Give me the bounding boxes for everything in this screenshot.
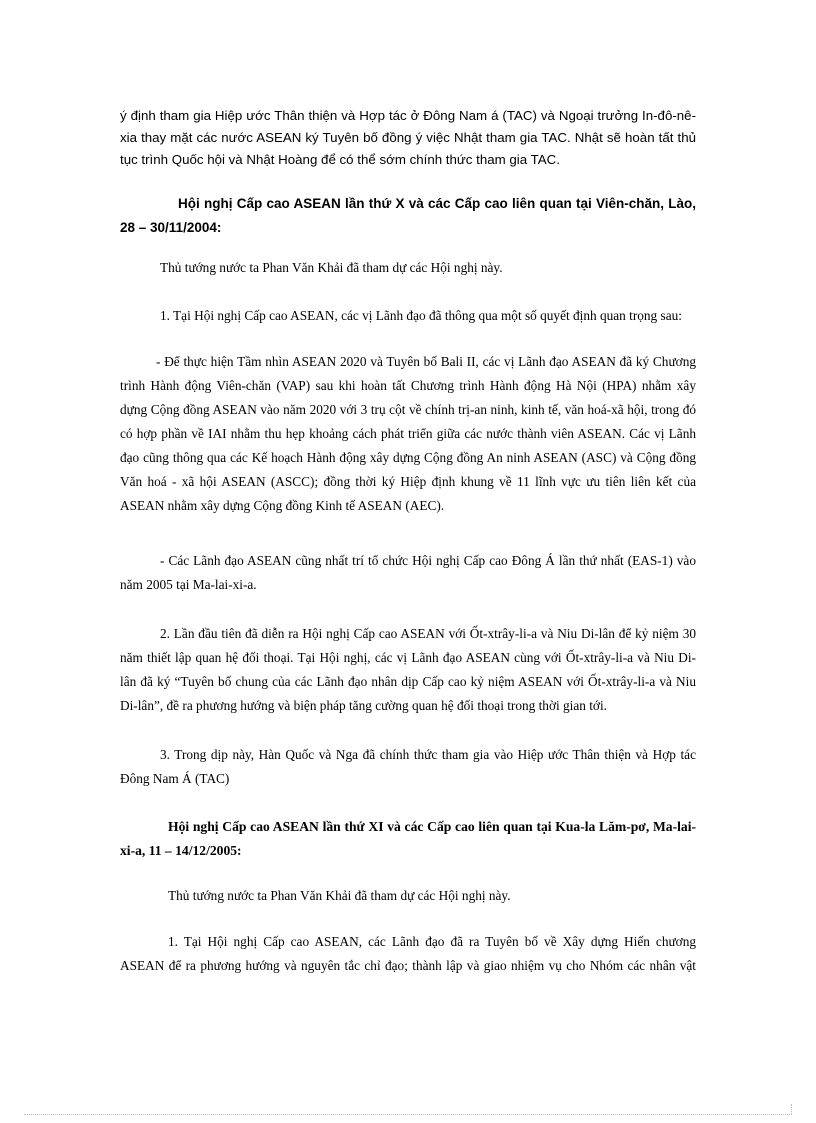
heading-line: Hội nghị Cấp cao ASEAN lần thứ XI và các Cấp cao liên quan tại Kua-la Lăm-pơ, Ma-lai- (168, 819, 696, 834)
text-line: năm thiết lập quan hệ đối thoại. Tại Hội nghị, các vị Lãnh đạo ASEAN cùng với Ốt-xtrây-li-a và Niu Di- (120, 650, 696, 665)
heading-summit-x (120, 192, 696, 240)
text-line: - Để thực hiện Tầm nhìn ASEAN 2020 và Tuyên bố Bali II, các vị Lãnh đạo ASEAN đã ký Chương (156, 354, 696, 369)
text-line: Đông Nam Á (TAC) (120, 771, 230, 786)
page-corner-mark (791, 1104, 792, 1114)
paragraph-x-intro (120, 256, 696, 280)
text-line: dựng Cộng đồng ASEAN vào năm 2020 với 3 trụ cột về chính trị-an ninh, kinh tế, văn hoá-xã hội, trong đó (120, 402, 696, 417)
text-line: trình Hành động Viên-chăn (VAP) sau khi hoàn tất Chương trình Hành động Hà Nội (HPA) nhằm xây (120, 378, 696, 393)
text-line: Thủ tướng nước ta Phan Văn Khải đã tham dự các Hội nghị này. (160, 260, 503, 275)
paragraph-x-item-2 (120, 622, 696, 718)
paragraph-x-item-3 (120, 743, 696, 791)
paragraph-x-eas (120, 549, 696, 597)
text-line: ý định tham gia Hiệp ước Thân thiện và Hợp tác ở Đông Nam á (TAC) và Ngoại trưởng In-đô-nê- (120, 108, 696, 123)
paragraph-x-vap (120, 350, 696, 518)
text-line: năm 2005 tại Ma-lai-xi-a. (120, 577, 257, 592)
paragraph-tac-continuation (120, 105, 696, 171)
paragraph-xi-item-1 (120, 930, 696, 978)
text-line: có hợp phần về IAI nhằm thu hẹp khoảng cách phát triển giữa các nước thành viên ASEAN. Các vị Lãnh (120, 426, 696, 441)
heading-summit-xi (120, 815, 696, 863)
paragraph-x-item-1 (120, 304, 696, 328)
paragraph-xi-intro (120, 884, 696, 908)
text-line: 3. Trong dịp này, Hàn Quốc và Nga đã chính thức tham gia vào Hiệp ước Thân thiện và Hợp tác (160, 747, 696, 762)
page-bottom-border (24, 1114, 792, 1115)
text-line: 1. Tại Hội nghị Cấp cao ASEAN, các Lãnh đạo đã ra Tuyên bố về Xây dựng Hiến chương (168, 934, 696, 949)
heading-line: xi-a, 11 – 14/12/2005: (120, 843, 242, 858)
heading-line: 28 – 30/11/2004: (120, 220, 222, 235)
text-line: Thủ tướng nước ta Phan Văn Khải đã tham dự các Hội nghị này. (168, 888, 511, 903)
text-line: 1. Tại Hội nghị Cấp cao ASEAN, các vị Lãnh đạo đã thông qua một số quyết định quan trọng sau: (160, 308, 682, 323)
text-line: 2. Lần đầu tiên đã diễn ra Hội nghị Cấp cao ASEAN với Ốt-xtrây-li-a và Niu Di-lân để kỷ niệm 30 (160, 626, 696, 641)
text-line: xia thay mặt các nước ASEAN ký Tuyên bố đồng ý việc Nhật tham gia TAC. Nhật sẽ hoàn tất thủ (120, 130, 696, 145)
text-line: ASEAN để ra phương hướng và nguyên tắc chỉ đạo; thành lập và giao nhiệm vụ cho Nhóm các nhân vật (120, 958, 696, 973)
text-line: ASEAN nhằm xây dựng Cộng đồng Kinh tế ASEAN (AEC). (120, 498, 445, 513)
text-line: tục trình Quốc hội và Nhật Hoàng để có thể sớm chính thức tham gia TAC. (120, 152, 560, 167)
text-line: Di-lân”, đề ra phương hướng và biện pháp tăng cường quan hệ đối thoại trong thời gian tới. (120, 698, 607, 713)
heading-line: Hội nghị Cấp cao ASEAN lần thứ X và các Cấp cao liên quan tại Viên-chăn, Lào, (178, 196, 696, 211)
text-line: đạo cũng thông qua các Kế hoạch Hành động xây dựng Cộng đồng An ninh ASEAN (ASC) và Cộng đồng (120, 450, 696, 465)
text-line: Văn hoá - xã hội ASEAN (ASCC); đồng thời ký Hiệp định khung về 11 lĩnh vực ưu tiên liên kết của (120, 474, 696, 489)
text-line: - Các Lãnh đạo ASEAN cũng nhất trí tổ chức Hội nghị Cấp cao Đông Á lần thứ nhất (EAS-1) vào (160, 553, 696, 568)
text-line: lân đã ký “Tuyên bố chung của các Lãnh đạo nhân dịp Cấp cao kỷ niệm ASEAN với Ốt-xtrây-li-a và Niu (120, 674, 696, 689)
